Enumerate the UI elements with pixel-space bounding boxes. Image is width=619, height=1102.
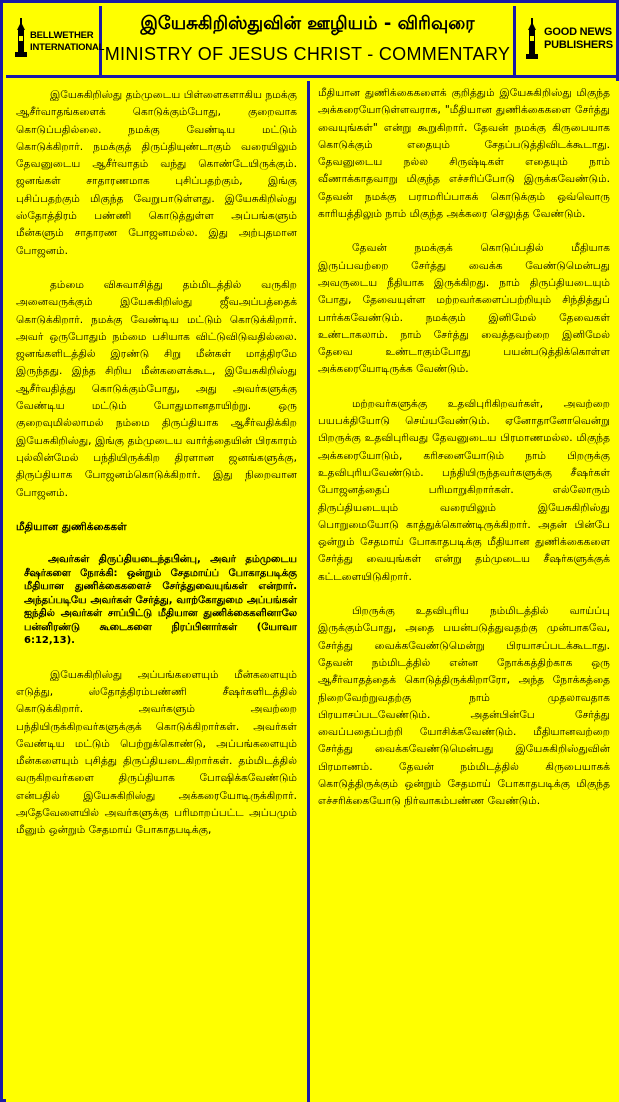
paragraph: தம்மை விசுவாசித்து தம்மிடத்தில் வருகிற அனைவருக்கும் இயேசுகிறிஸ்து ஜீவஅப்பத்தைக் கொடுக்கிறார். நமக்கு வேண்டிய மட்டும் கொடுக்கிறார். அவர் ஒருபோதும் நம்மை பசியாக விட்டுவிடுவதில்லை. ஜனங்களிடத்தில் இரண்டு சிறு மீன்கள் மாத்திரமே இருந்தது. இந்த சிறிய மீன்களைக்கூட, இயேசுகிறிஸ்து ஆசீர்வதித்து கொடுக்கும்போது, அது அவர்களுக்கு வேண்டிய மட்டும் போதுமானதாயிற்று. ஒரு குறைவுமில்லாமல் நம்மை திருப்தியாக ஆசீர்வதிக்கிற இயேசுகிறிஸ்து, இங்கு தம்முடைய வார்த்தையின் பிரகாரம் புல்லின்மேல் பந்தியிருக்கிற திரளான ஜனங்களுக்கு, திருப்தியாக போஜனம்கொடுக்கிறார். இது நிறைவான போஜனம். <box>16 278 297 499</box>
title-block <box>102 6 516 75</box>
left-logo-line2: INTERNATIONAL <box>30 42 105 53</box>
paragraph: இயேசுகிறிஸ்து அப்பங்களையும் மீன்களையும் எடுத்து, ஸ்தோத்திரம்பண்ணி சீஷர்களிடத்தில் கொடுக்கிறார். அவர்களும் அவற்றை பந்தியிருக்கிறவர்களுக்குக் கொடுக்கிறார்கள். அவர்கள் வேண்டிய மட்டும் பெற்றுக்கொண்டு, அப்பங்களையும் மீன்களையும் புசித்து திருப்தியடைகிறார்கள். தம்மிடத்தில் வருகிறவர்களை திருப்தியாக போஷிக்கவேண்டும் என்பதில் இயேசுகிறிஸ்து அக்கரையோடிருக்கிறார். அதேவேளையில் அவர்களுக்கு பரிமாறப்பட்ட அப்பமும் மீனும் ஒன்றும் சேதமாய் போகாதபடிக்கு, <box>16 668 297 837</box>
page-title-tamil: இயேசுகிறிஸ்துவின் ஊழியம் - விரிவுரை <box>140 13 475 34</box>
paragraph: பிறருக்கு உதவிபுரிய நம்மிடத்தில் வாய்ப்பு இருக்கும்போது, அதை பயன்படுத்துவதற்கு முன்பாகவே, சேர்த்து வைக்கவேண்டுமென்று பிரயாசப்படக்கூடாது. தேவன் நம்மிடத்தில் என்ன நோக்கத்திற்காக ஒரு ஆசீர்வாதத்தைக் கொடுத்திருக்கிறாரோ, அந்த நோக்கத்தை நிறைவேற்றுவதற்கு நாம் முதலாவதாக பிரயாசப்படவேண்டும். அதன்பின்பே சேர்த்து வைப்பதைப்பற்றி யோசிக்கவேண்டும். மீதியானவற்றை சேர்த்து வைக்கவேண்டுமென்பது இயேசுகிறிஸ்துவின் பிரமாணம். தேவன் நம்மிடத்தில் கிருபையாகக் கொடுத்திருக்கும் ஒன்றும் சேதமாய் போகாதபடிக்கு மிகுந்த எச்சரிக்கையோடு நிர்வாகம்பண்ண வேண்டும். <box>318 605 610 808</box>
left-logo-line1: BELLWETHER <box>30 30 94 41</box>
bellwether-logo <box>6 6 105 75</box>
page-header <box>6 6 619 78</box>
paragraph: மற்றவர்களுக்கு உதவிபுரிகிறவர்கள், அவற்றை பயபக்தியோடு செய்யவேண்டும். ஏனோதானோவென்று பிறருக்கு உதவிபுரிவது தேவனுடைய பிரமாணமல்ல. மிகுந்த அக்கரையோடும், கரிசனையோடும் நாம் பிறருக்கு உதவிபுரியவேண்டும். பந்தியிருந்தவர்களுக்கு சீஷர்கள் போஜனத்தைப் பரிமாறுகிறார்கள். எல்லோரும் திருப்தியடையும் வரையிலும் இயேசுகிறிஸ்து பொறுமையோடு காத்துக்கொண்டிருக்கிறார். அதன் பின்பே ஒன்றும் சேதமாய் போகாதபடிக்கு மீதியான துணிக்கைகளை சேர்த்து வையுங்கள் என்று தம்முடைய சீஷர்களுக்குக் கட்டளையிடுகிறார். <box>318 397 610 583</box>
paragraph: மீதியான துணிக்கைகளைக் குறித்தும் இயேசுகிறிஸ்து மிகுந்த அக்கரையோடுள்ளவராக, "மீதியான துணிக்கைகளை சேர்த்து வையுங்கள்" என்று கூறுகிறார். தேவன் நமக்கு கிருபையாக கொடுக்கும் எதையும் சேதப்படுத்திவிடக்கூடாது. தேவனுடைய நல்ல சிருஷ்டிகள் எதையும் நாம் வீணாக்காதவாறு மிகுந்த எச்சரிப்போடு இருக்கவேண்டும். தேவன் நமக்கு பராமரிப்பாகக் கொடுக்கும் ஒவ்வொரு காரியத்திலும் நாம் மிகுந்த அக்கரை செலுத்த வேண்டும். <box>318 87 610 221</box>
scripture-quote: அவர்கள் திருப்தியடைந்தபின்பு, அவர் தம்முடைய சீஷர்களை நோக்கி: ஒன்றும் சேதமாய்ப் போகாதபடிக்கு மீதியான துணிக்கைகளைச் சேர்த்துவையுங்கள் என்றார். அந்தப்படியே அவர்கள் சேர்த்து, வாற்கோதுமை அப்பங்கள் ஐந்தில் அவர்கள் சாப்பிட்டு மீதியான துணிக்கைகளினாலே பன்னிரண்டு கூடைகளை நிரப்பினார்கள் (யோவா 6:12,13). <box>24 554 297 647</box>
paragraph: இயேசுகிறிஸ்து தம்முடைய பிள்ளைகளாகிய நமக்கு ஆசீர்வாதங்களைக் கொடுக்கும்போது, குறைவாக கொடுப்பதில்லை. நமக்கு வேண்டிய மட்டும் கொடுக்கிறார். நமக்குத் திருப்தியுண்டாகும் வரையிலும் தேவனுடைய ஆசீர்வாதம் வந்து கொண்டேயிருக்கும். ஜனங்கள் சாதாரணமாக புசிப்பதற்கும், இங்கு புசிப்பதற்கும் மிகுந்த வேறுபாடுள்ளது. இயேசுகிறிஸ்து ஸ்தோத்திரம் பண்ணி கொடுத்துள்ள அப்பங்களும் மீன்களும் சாதாரண போஜனமல்ல. இது அற்புதமான போஜனம். <box>16 89 297 257</box>
left-column <box>6 81 310 1102</box>
tower-icon <box>14 18 28 60</box>
right-column <box>310 81 619 1102</box>
right-logo-line2: PUBLISHERS <box>544 39 613 51</box>
paragraph: தேவன் நமக்குக் கொடுப்பதில் மீதியாக இருப்பவற்றை சேர்த்து வைக்க வேண்டுமென்பது அவருடைய நீதியாக இருக்கிறது. நாம் திருப்தியடையும் போது, தேவையுள்ள மற்றவர்களைப்பற்றியும் சிந்தித்துப் பார்க்கவேண்டும். நமக்கும் இனிமேல் தேவைகள் உண்டாகலாம். நாம் சேர்த்து வைத்தவற்றை இனிமேல் தேவை உண்டாகும்போது பயன்படுத்திக்கொள்ள அக்கரையோடிருக்க வேண்டும். <box>318 242 610 376</box>
right-logo-line1: GOOD NEWS <box>544 26 612 38</box>
good-news-logo <box>516 6 619 75</box>
section-heading: மீதியான துணிக்கைகள் <box>16 520 127 533</box>
tower-icon <box>524 18 540 62</box>
page-title-english: MINISTRY OF JESUS CHRIST - COMMENTARY <box>104 44 511 64</box>
